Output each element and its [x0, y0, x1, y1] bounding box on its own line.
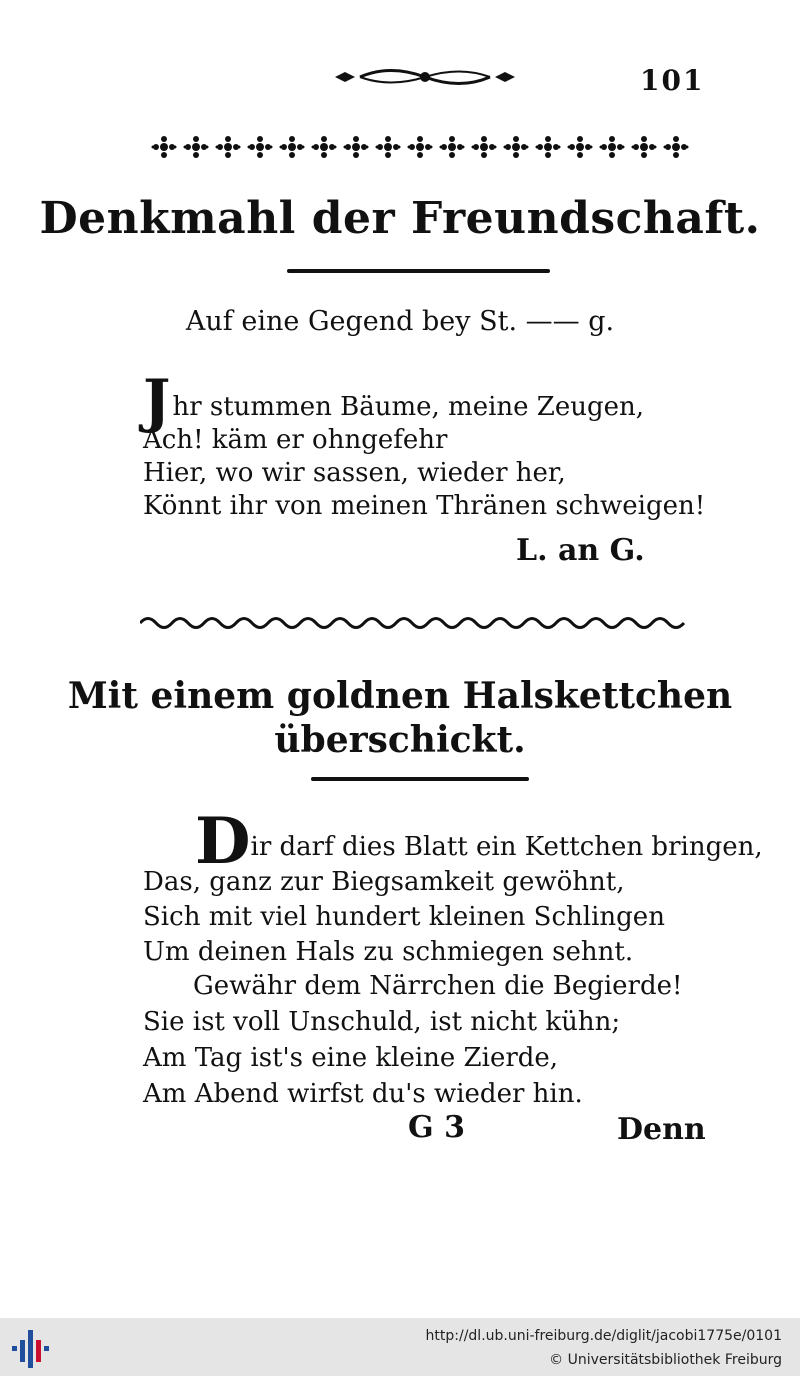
- verse-line: Am Tag ist's eine kleine Zierde,: [143, 1043, 559, 1073]
- headpiece-ornament-icon: [330, 62, 520, 92]
- poem-title: Denkmahl der Freundschaft.: [39, 193, 761, 244]
- verse-line: Könnt ihr von meinen Thränen schweigen!: [143, 491, 706, 521]
- permalink-url[interactable]: http://dl.ub.uni-freiburg.de/diglit/jacobi1775e/0101: [425, 1328, 782, 1344]
- catchword: Denn: [617, 1112, 706, 1147]
- poem-title-2-line-1: Mit einem goldnen Halskettchen: [67, 675, 733, 717]
- poem-stanza-1: [143, 367, 706, 523]
- verse-line: Sie ist voll Unschuld, ist nicht kühn;: [143, 1007, 621, 1037]
- verse-text: ir darf dies Blatt ein Kettchen bringen,: [250, 832, 763, 862]
- poem-subtitle: Auf eine Gegend bey St. —— g.: [185, 306, 615, 337]
- viewer-footer: [0, 1318, 800, 1376]
- copyright-notice: © Universitätsbibliothek Freiburg: [549, 1352, 782, 1368]
- poem-title-2-line-2: überschickt.: [274, 719, 526, 761]
- poem-stanza-3: [143, 968, 682, 1112]
- poem-stanza-2: [143, 804, 763, 970]
- verse-line: Um deinen Hals zu schmiegen sehnt.: [143, 937, 634, 967]
- verse-text: hr stummen Bäume, meine Zeugen,: [172, 392, 645, 422]
- verse-line: [143, 367, 705, 435]
- drop-cap: J: [143, 367, 171, 435]
- flower-border-icon: [150, 130, 690, 164]
- title-rule: [287, 269, 550, 273]
- library-logo-icon[interactable]: [8, 1326, 54, 1370]
- verse-line: [143, 804, 763, 879]
- page-number: 101: [640, 64, 705, 97]
- verse-line: Hier, wo wir sassen, wieder her,: [143, 458, 566, 488]
- verse-line: Sich mit viel hundert kleinen Schlingen: [143, 902, 665, 932]
- title-rule-2: [311, 777, 529, 781]
- wavy-rule-icon: [140, 612, 688, 634]
- verse-line: Das, ganz zur Biegsamkeit gewöhnt,: [143, 867, 625, 897]
- signature-mark: G 3: [408, 1110, 465, 1145]
- drop-cap: D: [195, 804, 251, 879]
- verse-line: Ach! käm er ohngefehr: [143, 425, 448, 455]
- poem-signature: L. an G.: [516, 533, 645, 568]
- verse-line: Am Abend wirfst du's wieder hin.: [143, 1079, 583, 1109]
- verse-line: Gewähr dem Närrchen die Begierde!: [193, 971, 683, 1001]
